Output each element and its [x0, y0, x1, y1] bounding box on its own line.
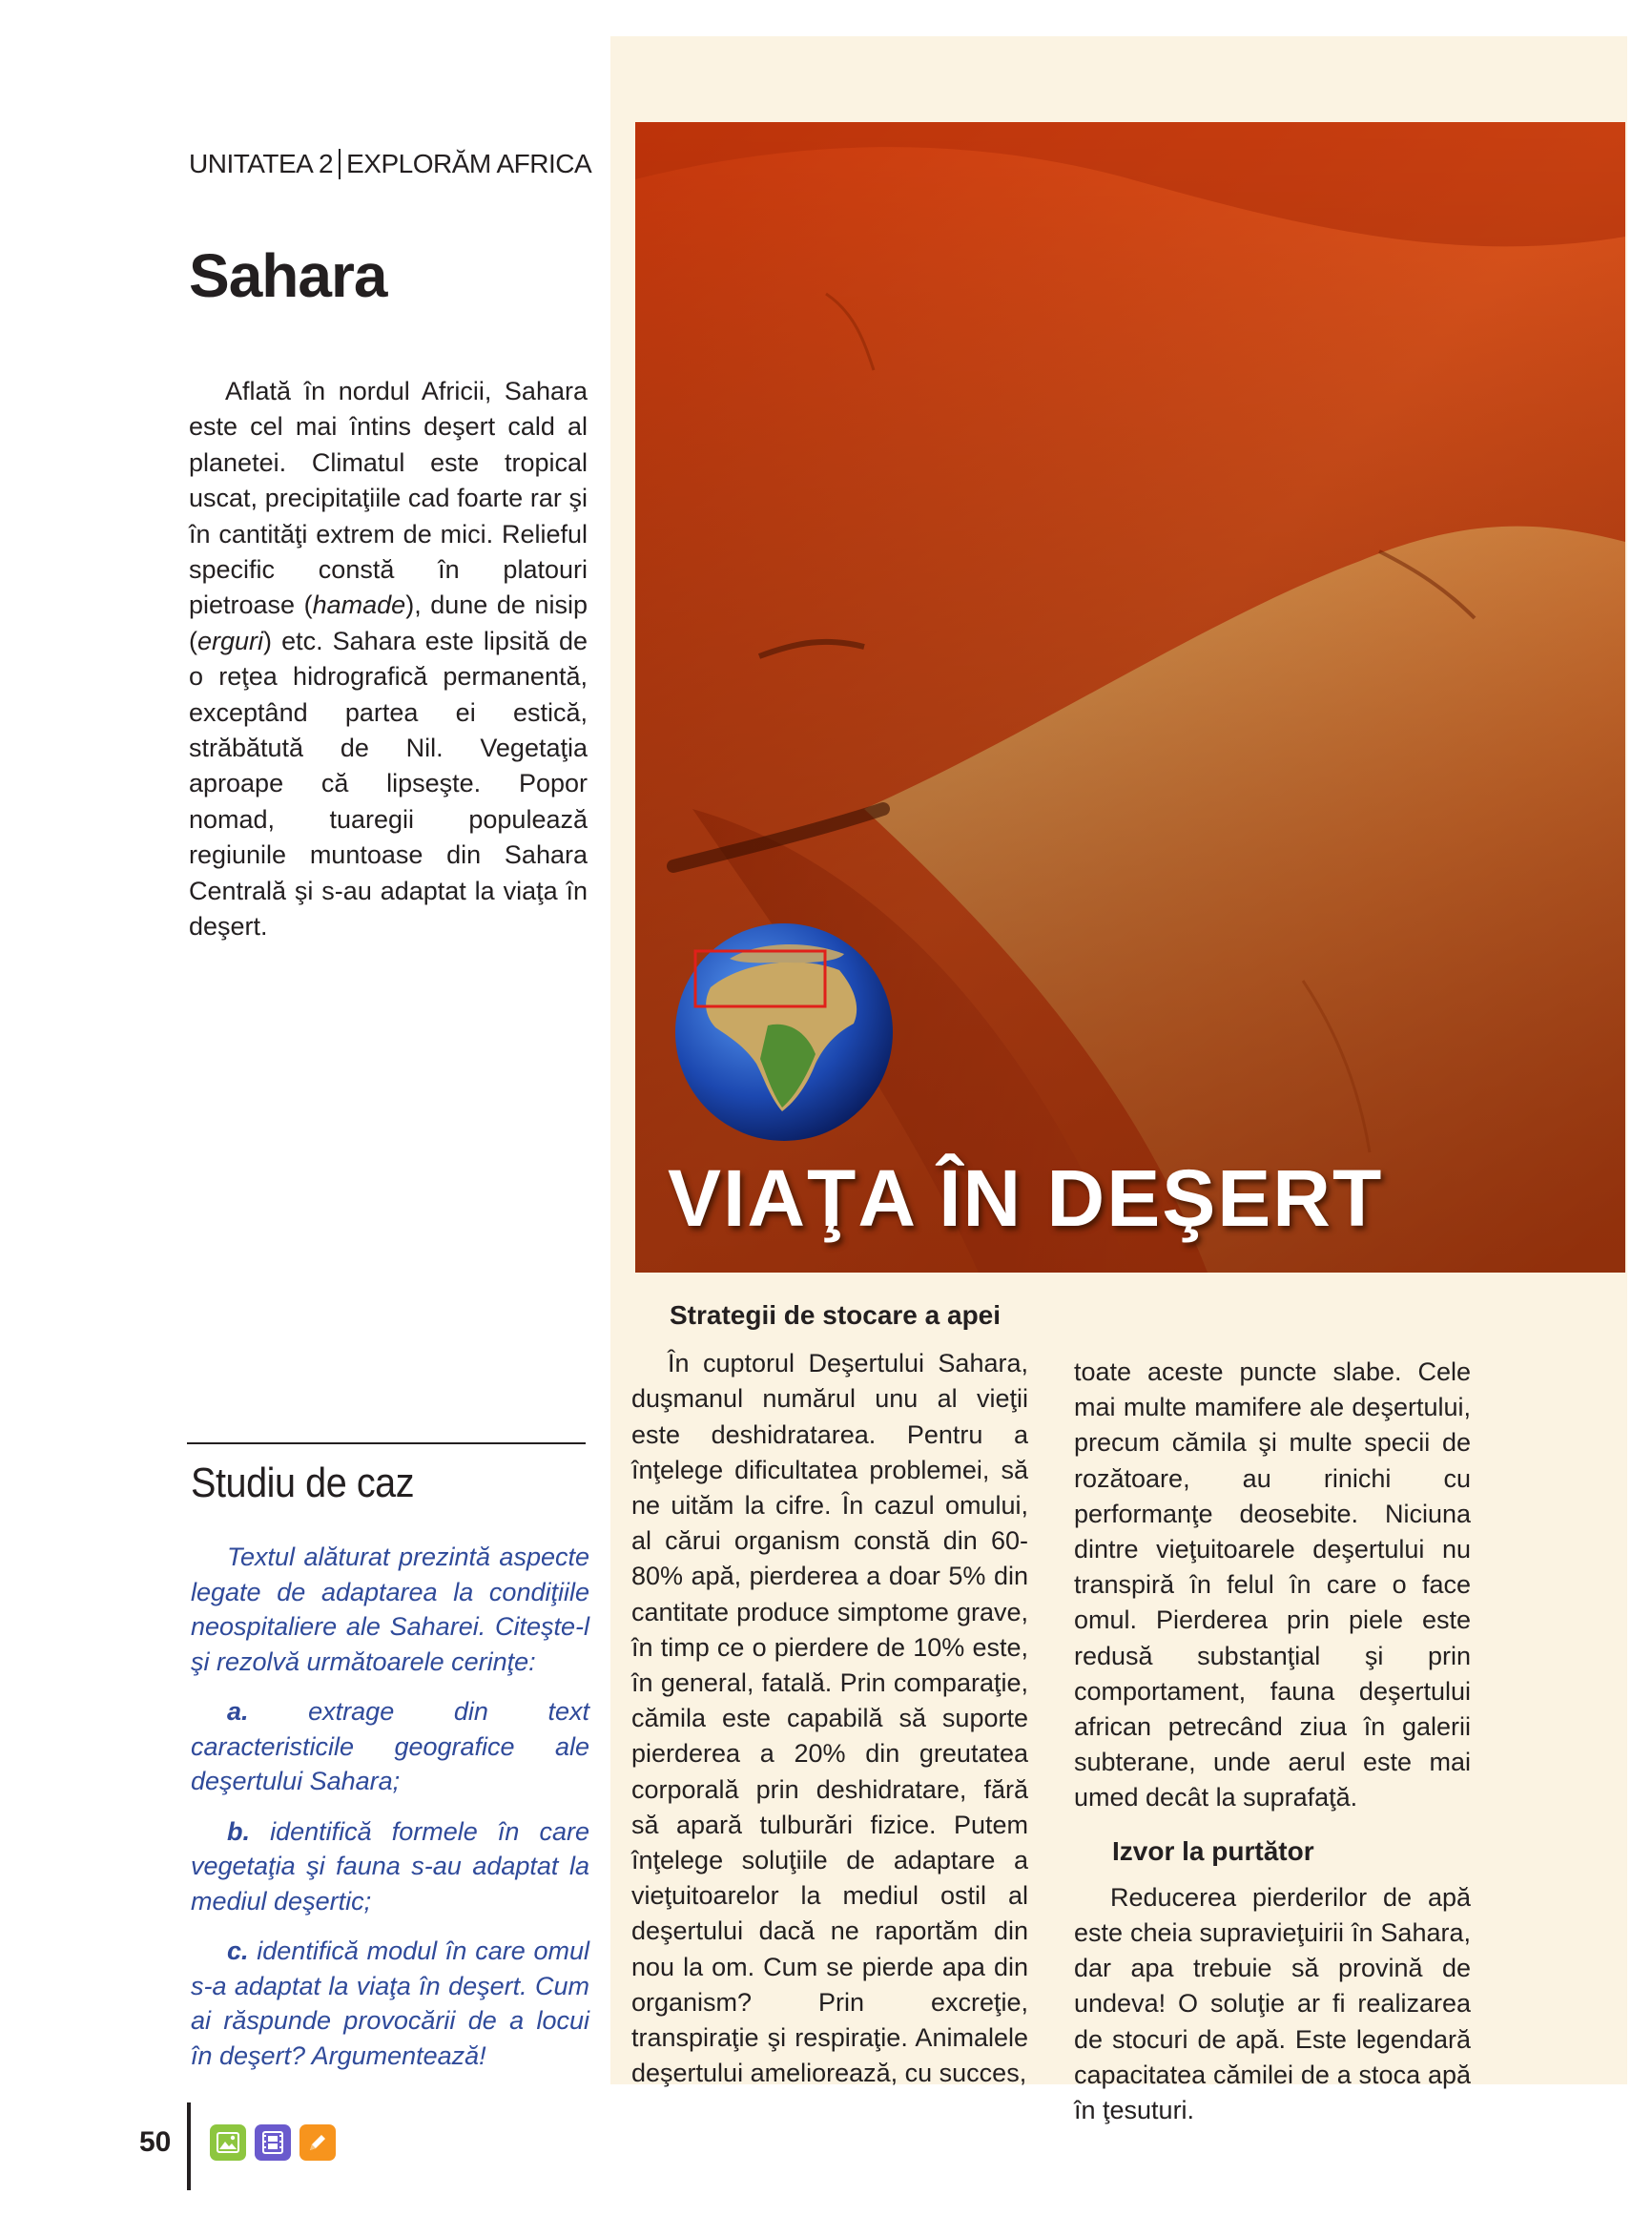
footer-divider	[187, 2102, 191, 2190]
section-heading-storage: Strategii de stocare a apei	[670, 1300, 1002, 1330]
case-study-title: Studiu de caz	[191, 1460, 415, 1506]
hero-title: VIAŢA ÎN DEŞERT	[668, 1153, 1384, 1243]
article-paragraph-1-cont: toate aceste puncte slabe. Cele mai multe mamifere ale deşertului, precum cămila şi multe specii de rozătoare, au rinichi cu performanţe deosebite. Niciuna dintre vieţuitoarele deşertului nu transpiră în felul în care o face omul. Pierderea prin piele este redusă substanţial şi prin comportament, fauna deşertului african petrecând ziua în galerii subterane, unde aerul este mai umed decât la suprafaţă.	[1074, 1357, 1471, 1812]
article-column-2	[1074, 1355, 1471, 2128]
case-study-divider	[187, 1442, 586, 1444]
case-task-a: a. extrage din text caracteristicile geografice ale deşertului Sahara;	[191, 1697, 589, 1795]
case-study-box	[191, 1540, 589, 2088]
case-task-c: c. identifică modul în care omul s-a adaptat la viaţa în deşert. Cum ai răspunde provocării de a locui în deşert? Argumentează!	[191, 1936, 589, 2070]
footer-icon-bar	[210, 2124, 336, 2161]
pencil-icon[interactable]	[299, 2124, 336, 2161]
intro-paragraph: Aflată în nordul Africii, Sahara este cel mai întins deşert cald al planetei. Climatul este tropical uscat, precipitaţiile cad foarte rar şi în cantităţi extrem de mici. Relieful specific constă în platouri pietroase (hamade), dune de nisip (erguri) etc. Sahara este lipsită de o reţea hidrografică permanentă, exceptând partea ei estică, străbătută de Nil. Vegetaţia aproape că lipseşte. Popor nomad, tuaregii populează regiunile muntoase din Sahara Centrală şi s-au adaptat la viaţa în deşert.	[189, 377, 588, 942]
article-paragraph-1: În cuptorul Deşertului Sahara, duşmanul numărul unu al vieţii este deshidratarea. Pentru a înţelege dificultatea problemei, să ne uităm la cifre. În cazul omului, al cărui organism constă din 60-80% apă, pierderea a doar 5% din cantitate produce simptome grave, în timp ce o pierdere de 10% este, în general, fatală. Prin comparaţie, cămila este capabilă să suporte pierderea a 20% din greutatea corporală prin deshidratare, fără să apară tulburări fizice. Putem înţelege soluţiile de adaptare a vieţuitoarelor la mediul ostil al deşertului dacă ne raportăm din nou la om. Cum se pierde apa din organism? Prin excreţie, transpiraţie şi respiraţie. Animalele deşertului ameliorează, cu succes,	[631, 1349, 1028, 2088]
case-study-intro: Textul alăturat prezintă aspecte legate de adaptarea la condiţiile neospitaliere ale Saharei. Citeşte-l şi rezolvă următoarele cerinţe:	[191, 1543, 589, 1676]
image-icon[interactable]	[210, 2124, 246, 2161]
term-erguri: erguri	[197, 626, 264, 655]
globe-icon	[672, 921, 896, 1144]
page-number: 50	[139, 2126, 172, 2158]
header-separator	[339, 149, 341, 179]
film-icon[interactable]	[255, 2124, 291, 2161]
article-column-1	[631, 1297, 1028, 2091]
section-heading-source: Izvor la purtător	[1112, 1835, 1314, 1866]
unit-header	[189, 149, 591, 179]
article-paragraph-2: Reducerea pierderilor de apă este cheia supravieţuirii în Sahara, dar apa trebuie să provină de undeva! O soluţie ar fi realizarea de stocuri de apă. Este legendară capacitatea cămilei de a stoca apă în ţesuturi.	[1074, 1882, 1471, 2125]
case-task-b: b. identifică formele în care vegetaţia şi fauna s-au adaptat la mediul deşertic;	[191, 1816, 589, 1916]
section-label: EXPLORĂM AFRICA	[346, 149, 592, 178]
term-hamade: hamade	[312, 590, 406, 620]
unit-label: UNITATEA 2	[189, 149, 334, 178]
page-title: Sahara	[189, 241, 387, 310]
